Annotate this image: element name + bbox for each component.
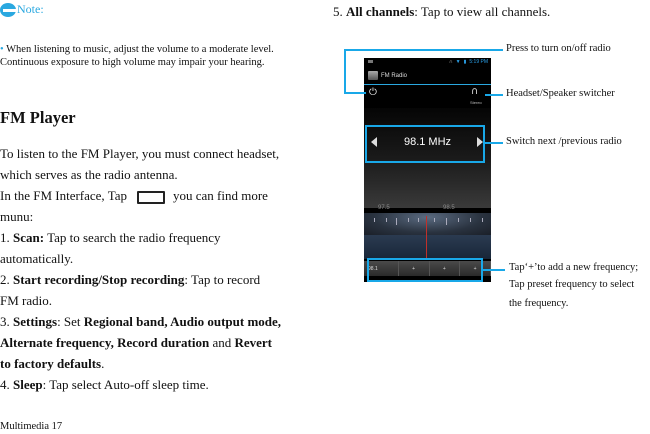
fm-radio-screenshot <box>364 58 491 282</box>
app-bar <box>364 67 491 85</box>
callout-box-frequency <box>365 125 485 163</box>
menu-item-all-channels: 5. All channels: Tap to view all channels. <box>333 4 551 19</box>
callout-box-presets <box>367 258 483 282</box>
status-bar <box>364 58 491 67</box>
app-title: FM Radio <box>381 72 408 79</box>
page-footer: Multimedia 17 <box>0 421 63 432</box>
note-text: • When listening to music, adjust the volume to a moderate level. Continuous exposure to high volume may impair your hearing. <box>0 44 274 68</box>
power-icon[interactable]: ⏻ <box>369 87 377 98</box>
callout-line-power <box>344 49 503 51</box>
callout-line-headset <box>485 94 503 96</box>
menu-item-recording: 2. Start recording/Stop recording: Tap to record <box>0 272 261 287</box>
preset-add-3[interactable]: + <box>460 261 491 276</box>
callout-headset: Headset/Speaker switcher <box>506 88 615 99</box>
bullet-icon: • <box>0 44 4 55</box>
scale-label-left: 97.5 <box>378 205 390 211</box>
preset-1[interactable]: 98.1 <box>364 261 399 276</box>
menu-key-icon <box>137 191 165 204</box>
callout-line-presets <box>483 269 505 271</box>
tuning-needle <box>426 216 427 258</box>
wifi-icon: ▼ <box>455 59 461 65</box>
scale-label-right: 98.5 <box>443 205 455 211</box>
callout-presets-1: Tap‘+’to add a new frequency; <box>509 262 639 273</box>
notification-icon <box>368 60 373 63</box>
note-icon <box>0 3 16 17</box>
section-title: FM Player <box>0 108 76 127</box>
current-frequency: 98.1 MHz <box>403 136 452 148</box>
note-heading: Note: <box>0 2 44 17</box>
headset-status-icon: ∩ <box>449 59 453 65</box>
status-time: 5:19 PM <box>469 59 488 65</box>
intro-paragraph: To listen to the FM Player, you must connect headset, which serves as the radio antenna. In the FM Interface, Tap you can find more munu: <box>0 146 280 224</box>
preset-add-1[interactable]: + <box>399 261 430 276</box>
headset-icon[interactable]: ∩ <box>471 86 479 97</box>
preset-add-2[interactable]: + <box>430 261 461 276</box>
menu-item-scan: 1. Scan: Tap to search the radio frequency <box>0 230 221 245</box>
menu-item-sleep: 4. Sleep: Tap select Auto-off sleep time. <box>0 377 209 392</box>
stereo-label: Stereo <box>470 100 482 105</box>
callout-line-switch <box>485 142 503 144</box>
menu-items-list: 1. Scan: Tap to search the radio frequency automatically. 2. Start recording/Stop recording: Tap to record FM radio. 3. Settings: Set Regional band, Audio output mode, Alternate frequency, Record duration and Revert to factory defaults. 4. Sleep: Tap select Auto-off sleep time. <box>0 227 310 395</box>
callout-switch: Switch next /previous radio <box>506 136 622 147</box>
radio-app-icon <box>368 71 378 80</box>
callout-power: Press to turn on/off radio <box>506 43 611 54</box>
battery-icon: ▮ <box>463 59 467 65</box>
callout-presets-2: Tap preset frequency to select <box>509 279 635 290</box>
menu-item-settings: 3. Settings: Set Regional band, Audio output mode, <box>0 314 282 329</box>
callout-presets-3: the frequency. <box>509 298 569 309</box>
